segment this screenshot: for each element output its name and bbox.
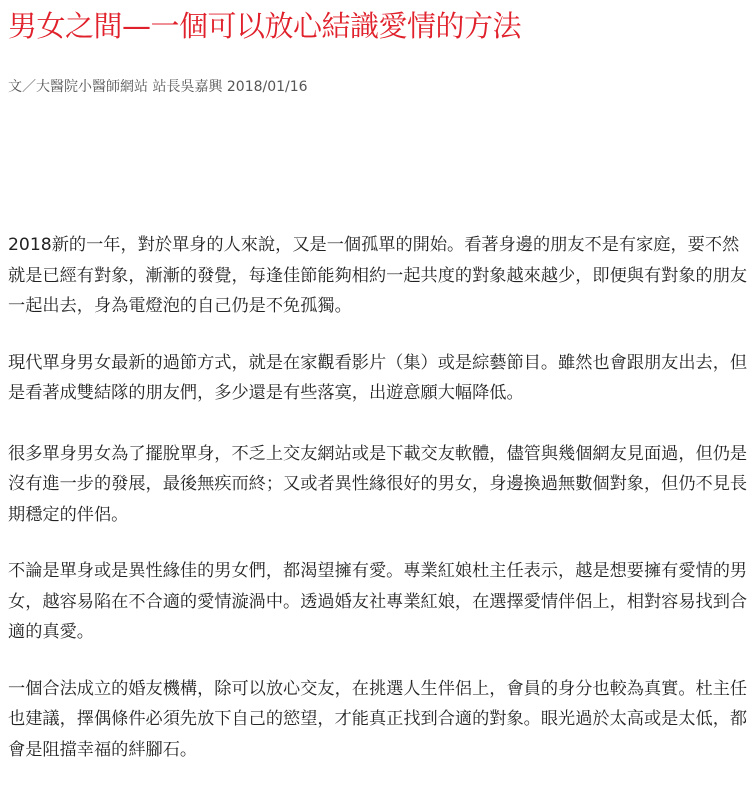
paragraph: 很多單身男女為了擺脫單身，不乏上交友網站或是下載交友軟體，儘管與幾個網友見面過，但仍是沒有進一步的發展，最後無疾而終；又或者異性緣很好的男女，身邊換過無數個對象，但仍不見長期穩定的伴侶。 bbox=[8, 443, 748, 525]
article-byline: 文／大醫院小醫師網站 站長吳嘉興 2018/01/16 bbox=[8, 79, 308, 95]
paragraph: 2018新的一年，對於單身的人來說，又是一個孤單的開始。看著身邊的朋友不是有家庭，要不然就是已經有對象，漸漸的發覺，每逢佳節能夠相約一起共度的對象越來越少，即便與有對象的朋友一起出去，身為電燈泡的自己仍是不免孤獨。 bbox=[8, 235, 748, 316]
paragraph: 現代單身男女最新的過節方式，就是在家觀看影片（集）或是綜藝節目。雖然也會跟朋友出去，但是看著成雙結隊的朋友們，多少還是有些落寞，出遊意願大幅降低。 bbox=[8, 352, 748, 403]
article-title: 男女之間—一個可以放心結識愛情的方法 bbox=[8, 9, 522, 43]
article-body bbox=[8, 230, 748, 791]
paragraph: 不論是單身或是異性緣佳的男女們，都渴望擁有愛。專業紅娘杜主任表示，越是想要擁有愛情的男女，越容易陷在不合適的愛情漩渦中。透過婚友社專業紅娘，在選擇愛情伴侶上，相對容易找到合適的真愛。 bbox=[8, 561, 748, 642]
paragraph: 一個合法成立的婚友機構，除可以放心交友，在挑選人生伴侶上，會員的身分也較為真實。杜主任也建議，擇偶條件必須先放下自己的慾望，才能真正找到合適的對象。眼光過於太高或是太低，都會是阻擋幸福的絆腳石。 bbox=[8, 678, 748, 760]
